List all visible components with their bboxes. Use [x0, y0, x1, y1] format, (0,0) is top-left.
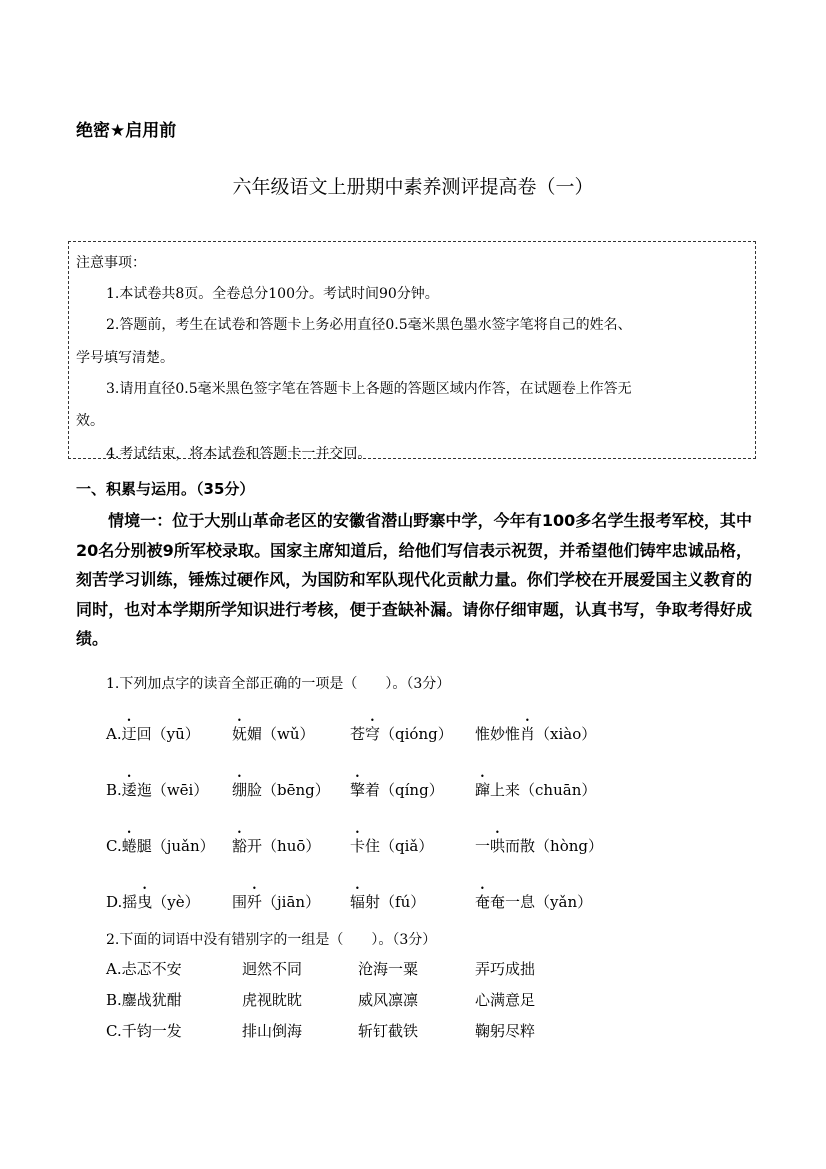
dotted-char: 辐 — [350, 893, 366, 911]
dotted-char: 豁 — [232, 837, 248, 855]
dotted-char: 歼 — [247, 893, 263, 911]
q1-option-word — [350, 828, 433, 856]
word: 鞠躬尽粹 — [475, 1022, 536, 1040]
word: 沧海一粟 — [358, 960, 419, 978]
word-pre: 惟妙惟 — [475, 725, 521, 743]
pinyin: （wǔ） — [262, 725, 315, 743]
section-heading: 一、积累与运用。（35分） — [76, 480, 255, 498]
dotted-char: 曳 — [137, 893, 153, 911]
word-post: 而散 — [505, 837, 536, 855]
option-label: A. — [106, 960, 122, 978]
word-post: 奄一息 — [490, 893, 536, 911]
dotted-char: 擎 — [350, 781, 366, 799]
dotted-char: 逶 — [121, 781, 137, 799]
q1-option-word — [475, 716, 596, 744]
q2-option-word — [106, 958, 182, 979]
notice-item: 效。 — [76, 413, 104, 429]
word: 迥然不同 — [242, 960, 303, 978]
dotted-char: 卡 — [350, 837, 366, 855]
word-post: 住 — [365, 837, 381, 855]
word: 排山倒海 — [242, 1022, 303, 1040]
pinyin: （huō） — [262, 837, 321, 855]
word-post: 上来 — [490, 781, 521, 799]
q1-option-word — [475, 884, 592, 912]
page-title: 六年级语文上册期中素养测评提高卷（一） — [232, 176, 594, 198]
option-label: A. — [106, 725, 122, 743]
word-pre: 苍 — [350, 725, 366, 743]
q2-option-word — [358, 958, 418, 979]
q2-option-word — [358, 989, 418, 1010]
word: 心满意足 — [475, 991, 536, 1009]
word: 忐忑不安 — [121, 960, 182, 978]
q1-option-word — [106, 716, 200, 744]
pinyin: （wēi） — [151, 781, 209, 799]
option-label: D. — [106, 893, 123, 911]
word-post: 开 — [247, 837, 263, 855]
pinyin: （yū） — [151, 725, 200, 743]
pinyin: （jiān） — [262, 893, 321, 911]
word-post: 腿 — [136, 837, 152, 855]
option-label: B. — [106, 991, 122, 1009]
word-post: 脸 — [247, 781, 263, 799]
question-1-stem: 1.下列加点字的读音全部正确的一项是（ ）。（3分） — [106, 676, 451, 692]
option-label: B. — [106, 781, 122, 799]
word-post: 迤 — [136, 781, 152, 799]
q2-option-word — [106, 1020, 182, 1041]
word-post: 回 — [136, 725, 152, 743]
notice-item: 3.请用直径0.5毫米黑色签字笔在答题卡上各题的答题区域内作答，在试题卷上作答无 — [106, 381, 632, 397]
dotted-char: 蹿 — [475, 781, 491, 799]
q2-option-word — [242, 958, 302, 979]
notice-item: 1.本试卷共8页。全卷总分100分。考试时间90分钟。 — [106, 286, 439, 302]
pinyin: （yǎn） — [535, 893, 593, 911]
q2-option-word — [106, 989, 182, 1010]
q1-option-word — [232, 716, 315, 744]
q1-option-word — [350, 884, 425, 912]
pinyin: （qíng） — [380, 781, 444, 799]
dotted-char: 绷 — [232, 781, 248, 799]
pinyin: （yè） — [152, 893, 200, 911]
dotted-char: 奄 — [475, 893, 491, 911]
q2-option-word — [242, 1020, 302, 1041]
dotted-char: 哄 — [490, 837, 506, 855]
q2-option-word — [475, 989, 535, 1010]
pinyin: （hòng） — [535, 837, 604, 855]
word-post: 射 — [365, 893, 381, 911]
dotted-char: 迂 — [121, 725, 137, 743]
q1-option-word — [106, 884, 200, 912]
q1-option-word — [350, 772, 444, 800]
question-2-stem: 2.下面的词语中没有错别字的一组是（ ）。（3分） — [106, 932, 437, 948]
q1-option-word — [475, 772, 596, 800]
pinyin: （qióng） — [380, 725, 453, 743]
dotted-char: 穹 — [365, 725, 381, 743]
q1-option-word — [232, 884, 320, 912]
word: 斩钉截铁 — [358, 1022, 419, 1040]
pinyin: （qiǎ） — [380, 837, 434, 855]
dotted-char: 蜷 — [121, 837, 137, 855]
notice-heading: 注意事项： — [76, 255, 146, 271]
word: 千钧一发 — [121, 1022, 182, 1040]
notice-item: 4.考试结束，将本试卷和答题卡一并交回。 — [106, 446, 372, 462]
word-pre: 摇 — [122, 893, 138, 911]
option-label: C. — [106, 1022, 122, 1040]
word-post: 媚 — [247, 725, 263, 743]
q1-option-word — [350, 716, 453, 744]
q2-option-word — [475, 1020, 535, 1041]
word: 鏖战犹酣 — [121, 991, 182, 1009]
q2-option-word — [475, 958, 535, 979]
notice-item: 2.答题前，考生在试卷和答题卡上务必用直径0.5毫米黑色墨水签字笔将自己的姓名、 — [106, 317, 632, 333]
pinyin: （juǎn） — [151, 837, 215, 855]
q1-option-word — [232, 772, 330, 800]
pinyin: （chuān） — [520, 781, 597, 799]
word-pre: 一 — [475, 837, 491, 855]
q2-option-word — [242, 989, 302, 1010]
word-pre: 围 — [232, 893, 248, 911]
scenario-paragraph: 情境一：位于大别山革命老区的安徽省潜山野寨中学，今年有100多名学生报考军校，其中20名分别被9所军校录取。国家主席知道后，给他们写信表示祝贺，并希望他们铸牢忠诚品格，刻苦学习训练，锤炼过硬作风，为国防和军队现代化贡献力量。你们学校在开展爱国主义教育的同时，也对本学期所学知识进行考核，便于查缺补漏。请你仔细审题，认真书写，争取考得好成绩。 — [76, 511, 752, 648]
q1-option-word — [106, 772, 208, 800]
q1-option-word — [475, 828, 603, 856]
dotted-char: 肖 — [520, 725, 536, 743]
word: 弄巧成拙 — [475, 960, 536, 978]
q1-option-word — [232, 828, 320, 856]
pinyin: （bēng） — [262, 781, 330, 799]
word: 虎视眈眈 — [242, 991, 303, 1009]
notice-item: 学号填写清楚。 — [76, 350, 174, 366]
word-post: 着 — [365, 781, 381, 799]
word: 威风凛凛 — [358, 991, 419, 1009]
q1-option-word — [106, 828, 215, 856]
dotted-char: 妩 — [232, 725, 248, 743]
q2-option-word — [358, 1020, 418, 1041]
confidential-label: 绝密★启用前 — [76, 121, 177, 141]
pinyin: （fú） — [380, 893, 426, 911]
option-label: C. — [106, 837, 122, 855]
pinyin: （xiào） — [535, 725, 597, 743]
